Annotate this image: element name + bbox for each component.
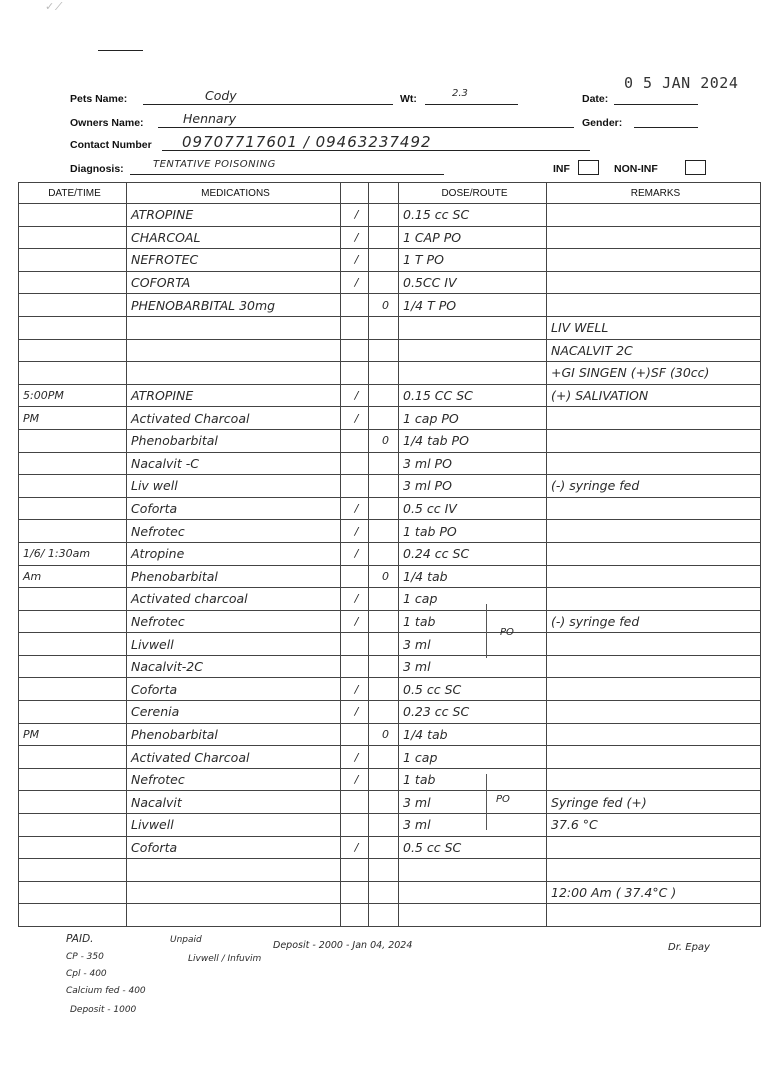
table-row [19, 316, 761, 339]
check-cell-2 [369, 226, 399, 249]
check-cell-2 [369, 678, 399, 701]
medication-cell: CHARCOAL [127, 226, 341, 249]
check-cell-1: / [341, 271, 369, 294]
remark-cell [547, 497, 761, 520]
medication-cell: Livwell [127, 633, 341, 656]
check-cell-1 [341, 475, 369, 498]
col-check-1 [341, 183, 369, 204]
dose-cell [399, 362, 547, 385]
remark-cell: 12:00 Am ( 37.4°C ) [547, 881, 761, 904]
dose-cell: 1/4 tab PO [399, 429, 547, 452]
dose-cell: 1 tab [399, 768, 547, 791]
table-row [19, 271, 761, 294]
date-cell [19, 904, 127, 927]
medication-cell [127, 904, 341, 927]
remark-cell [547, 271, 761, 294]
check-cell-2 [369, 746, 399, 769]
date-cell [19, 881, 127, 904]
date-cell [19, 814, 127, 837]
dose-cell: 3 ml [399, 655, 547, 678]
date-cell: PM [19, 407, 127, 430]
date-cell [19, 226, 127, 249]
check-cell-1: / [341, 542, 369, 565]
date-cell [19, 362, 127, 385]
table-row [19, 814, 761, 837]
footer-deposit-note: Deposit - 2000 - Jan 04, 2024 [273, 940, 413, 951]
dose-cell: 0.15 cc SC [399, 204, 547, 227]
check-cell-1: / [341, 226, 369, 249]
owners-name-value: Hennary [183, 111, 237, 126]
date-cell: 1/6/ 1:30am [19, 542, 127, 565]
check-cell-1: / [341, 204, 369, 227]
check-cell-1 [341, 339, 369, 362]
medication-cell: Coforta [127, 836, 341, 859]
dose-cell: 0.24 cc SC [399, 542, 547, 565]
check-cell-2 [369, 362, 399, 385]
medication-cell: ATROPINE [127, 204, 341, 227]
col-remarks: REMARKS [547, 183, 761, 204]
check-cell-1: / [341, 768, 369, 791]
dose-cell: 3 ml [399, 633, 547, 656]
remark-cell: (-) syringe fed [547, 475, 761, 498]
dose-cell [399, 881, 547, 904]
remark-cell: Syringe fed (+) [547, 791, 761, 814]
check-cell-1: / [341, 520, 369, 543]
medication-cell: Activated Charcoal [127, 407, 341, 430]
footer-line-3: Calcium fed - 400 [66, 986, 146, 996]
date-cell [19, 294, 127, 317]
remark-cell: (+) SALIVATION [547, 384, 761, 407]
table-row [19, 565, 761, 588]
remark-cell [547, 294, 761, 317]
table-row [19, 633, 761, 656]
table-row [19, 407, 761, 430]
dose-cell: 3 ml PO [399, 452, 547, 475]
medication-cell [127, 881, 341, 904]
date-cell [19, 655, 127, 678]
dose-cell: 1 tab [399, 610, 547, 633]
header-dash [98, 50, 143, 51]
table-row [19, 588, 761, 611]
noninf-label: NON-INF [614, 163, 658, 175]
date-label: Date: [582, 93, 609, 105]
dose-cell [399, 339, 547, 362]
dose-cell: 0.23 cc SC [399, 701, 547, 724]
remark-cell [547, 249, 761, 272]
check-cell-1: / [341, 249, 369, 272]
check-cell-2: 0 [369, 429, 399, 452]
table-row [19, 859, 761, 882]
date-cell [19, 633, 127, 656]
col-date-time: DATE/TIME [19, 183, 127, 204]
remark-cell [547, 452, 761, 475]
check-cell-1 [341, 565, 369, 588]
date-cell [19, 836, 127, 859]
footer-paid: PAID. [66, 933, 94, 945]
remark-cell [547, 588, 761, 611]
check-cell-2 [369, 814, 399, 837]
check-cell-2: 0 [369, 294, 399, 317]
remark-cell [547, 859, 761, 882]
date-cell [19, 768, 127, 791]
table-row [19, 429, 761, 452]
medication-cell: Nacalvit [127, 791, 341, 814]
medication-cell: Nefrotec [127, 610, 341, 633]
medication-cell: Activated charcoal [127, 588, 341, 611]
dose-cell: 1 tab PO [399, 520, 547, 543]
medication-cell: Phenobarbital [127, 723, 341, 746]
pets-name-value: Cody [205, 88, 237, 103]
medication-cell: Nefrotec [127, 768, 341, 791]
medication-cell: Activated Charcoal [127, 746, 341, 769]
table-row [19, 791, 761, 814]
table-body [19, 204, 761, 927]
date-cell [19, 610, 127, 633]
check-cell-2: 0 [369, 565, 399, 588]
check-cell-2: 0 [369, 723, 399, 746]
owners-name-label: Owners Name: [70, 117, 144, 129]
check-cell-1: / [341, 701, 369, 724]
owners-name-line [158, 127, 574, 128]
date-cell [19, 497, 127, 520]
check-cell-2 [369, 249, 399, 272]
date-cell [19, 452, 127, 475]
medication-cell: PHENOBARBITAL 30mg [127, 294, 341, 317]
wt-value: 2.3 [452, 88, 468, 99]
gender-label: Gender: [582, 117, 623, 129]
wt-label: Wt: [400, 93, 417, 105]
table-row [19, 768, 761, 791]
date-cell: PM [19, 723, 127, 746]
medication-cell: Nacalvit -C [127, 452, 341, 475]
medication-cell [127, 859, 341, 882]
remark-cell [547, 768, 761, 791]
corner-mark: ✓ ⁄ [45, 0, 60, 13]
check-cell-2 [369, 542, 399, 565]
remark-cell [547, 204, 761, 227]
date-cell [19, 339, 127, 362]
remark-cell: (-) syringe fed [547, 610, 761, 633]
medication-cell [127, 316, 341, 339]
check-cell-1: / [341, 836, 369, 859]
medication-cell: ATROPINE [127, 384, 341, 407]
check-cell-1 [341, 429, 369, 452]
check-cell-1 [341, 452, 369, 475]
dose-cell: 1/4 tab [399, 723, 547, 746]
table-row [19, 746, 761, 769]
route-bracket-pm [486, 774, 487, 830]
check-cell-2 [369, 497, 399, 520]
wt-line [425, 104, 518, 105]
check-cell-1: / [341, 746, 369, 769]
date-stamp: 0 5 JAN 2024 [624, 74, 739, 92]
date-cell [19, 678, 127, 701]
remark-cell [547, 407, 761, 430]
table-row [19, 542, 761, 565]
check-cell-2 [369, 588, 399, 611]
remark-cell: NACALVIT 2C [547, 339, 761, 362]
check-cell-1 [341, 791, 369, 814]
check-cell-1 [341, 294, 369, 317]
remark-cell [547, 520, 761, 543]
diagnosis-label: Diagnosis: [70, 163, 124, 175]
check-cell-2 [369, 791, 399, 814]
check-cell-2 [369, 475, 399, 498]
check-cell-2 [369, 768, 399, 791]
dose-cell: 3 ml [399, 814, 547, 837]
medication-cell: Liv well [127, 475, 341, 498]
date-cell [19, 429, 127, 452]
footer-unpaid-items: Livwell / Infuvim [188, 954, 262, 964]
dose-cell: 0.15 CC SC [399, 384, 547, 407]
date-cell [19, 701, 127, 724]
remark-cell [547, 542, 761, 565]
dose-cell: 0.5 cc IV [399, 497, 547, 520]
medication-cell: COFORTA [127, 271, 341, 294]
check-cell-2 [369, 655, 399, 678]
col-check-2 [369, 183, 399, 204]
medication-cell: Cerenia [127, 701, 341, 724]
check-cell-1: / [341, 407, 369, 430]
check-cell-1 [341, 316, 369, 339]
check-cell-1: / [341, 497, 369, 520]
route-bracket-am [486, 604, 487, 658]
check-cell-2 [369, 204, 399, 227]
table-row [19, 204, 761, 227]
table-row [19, 723, 761, 746]
medication-cell: Coforta [127, 497, 341, 520]
remark-cell [547, 836, 761, 859]
check-cell-2 [369, 610, 399, 633]
gender-line [634, 127, 698, 128]
table-row [19, 452, 761, 475]
table-header-row [19, 183, 761, 204]
treatment-table [18, 182, 761, 927]
pets-name-line [143, 104, 393, 105]
date-cell [19, 475, 127, 498]
dose-cell: 1 cap [399, 588, 547, 611]
date-cell [19, 588, 127, 611]
table-row [19, 294, 761, 317]
remark-cell [547, 904, 761, 927]
dose-cell [399, 904, 547, 927]
medication-cell: Livwell [127, 814, 341, 837]
date-cell: 5:00PM [19, 384, 127, 407]
remark-cell [547, 429, 761, 452]
dose-cell: 3 ml PO [399, 475, 547, 498]
dose-cell: 3 ml [399, 791, 547, 814]
diagnosis-line [130, 174, 444, 175]
dose-cell: 1 CAP PO [399, 226, 547, 249]
dose-cell: 1/4 tab [399, 565, 547, 588]
date-cell [19, 859, 127, 882]
table-row [19, 249, 761, 272]
check-cell-1 [341, 814, 369, 837]
diagnosis-value: TENTATIVE POISONING [153, 159, 276, 170]
table-row [19, 701, 761, 724]
medication-cell: Atropine [127, 542, 341, 565]
date-cell [19, 249, 127, 272]
check-cell-2 [369, 701, 399, 724]
table-row [19, 904, 761, 927]
table-row [19, 362, 761, 385]
check-cell-2 [369, 407, 399, 430]
medication-cell [127, 339, 341, 362]
table-row [19, 339, 761, 362]
date-cell [19, 204, 127, 227]
table-row [19, 497, 761, 520]
check-cell-2 [369, 339, 399, 362]
date-cell [19, 746, 127, 769]
contact-value: 09707717601 / 09463237492 [182, 133, 432, 151]
inf-label: INF [553, 163, 570, 175]
check-cell-1 [341, 362, 369, 385]
dose-cell: 1 cap PO [399, 407, 547, 430]
contact-label: Contact Number [70, 139, 152, 151]
remark-cell [547, 746, 761, 769]
remark-cell [547, 633, 761, 656]
medication-cell: Nacalvit-2C [127, 655, 341, 678]
dose-cell: 1 T PO [399, 249, 547, 272]
check-cell-1 [341, 655, 369, 678]
medication-cell: Phenobarbital [127, 429, 341, 452]
check-cell-1: / [341, 678, 369, 701]
medication-cell: Coforta [127, 678, 341, 701]
date-cell [19, 791, 127, 814]
date-cell: Am [19, 565, 127, 588]
dose-cell: 0.5 cc SC [399, 678, 547, 701]
inf-checkbox [578, 160, 599, 175]
check-cell-1 [341, 904, 369, 927]
medication-cell: NEFROTEC [127, 249, 341, 272]
medication-cell: Phenobarbital [127, 565, 341, 588]
dose-cell [399, 859, 547, 882]
route-note-pm: PO [496, 794, 510, 805]
check-cell-2 [369, 633, 399, 656]
col-medications: MEDICATIONS [127, 183, 341, 204]
medication-cell [127, 362, 341, 385]
remark-cell: 37.6 °C [547, 814, 761, 837]
table-row [19, 520, 761, 543]
table-row [19, 475, 761, 498]
table-row [19, 655, 761, 678]
route-note-am: PO [500, 627, 514, 638]
table-row [19, 226, 761, 249]
dose-cell: 1 cap [399, 746, 547, 769]
remark-cell: +GI SINGEN (+)SF (30cc) [547, 362, 761, 385]
date-line [614, 104, 698, 105]
table-row [19, 678, 761, 701]
footer-line-1: CP - 350 [66, 952, 104, 962]
dose-cell: 1/4 T PO [399, 294, 547, 317]
remark-cell [547, 701, 761, 724]
table-row [19, 881, 761, 904]
date-cell [19, 316, 127, 339]
check-cell-1 [341, 723, 369, 746]
check-cell-2 [369, 452, 399, 475]
remark-cell [547, 678, 761, 701]
footer-line-4: Deposit - 1000 [70, 1005, 137, 1015]
remark-cell [547, 565, 761, 588]
remark-cell [547, 226, 761, 249]
footer-line-2: Cpl - 400 [66, 969, 107, 979]
dose-cell: 0.5CC IV [399, 271, 547, 294]
medication-cell: Nefrotec [127, 520, 341, 543]
footer-unpaid: Unpaid [170, 935, 202, 945]
remark-cell [547, 655, 761, 678]
check-cell-1: / [341, 384, 369, 407]
remark-cell: LIV WELL [547, 316, 761, 339]
noninf-checkbox [685, 160, 706, 175]
check-cell-2 [369, 836, 399, 859]
check-cell-1: / [341, 610, 369, 633]
check-cell-2 [369, 520, 399, 543]
check-cell-1 [341, 881, 369, 904]
date-cell [19, 271, 127, 294]
doctor-signature: Dr. Epay [668, 942, 710, 953]
date-cell [19, 520, 127, 543]
table-row [19, 836, 761, 859]
check-cell-2 [369, 271, 399, 294]
remark-cell [547, 723, 761, 746]
check-cell-2 [369, 881, 399, 904]
dose-cell [399, 316, 547, 339]
check-cell-2 [369, 904, 399, 927]
check-cell-1 [341, 859, 369, 882]
pets-name-label: Pets Name: [70, 93, 128, 105]
check-cell-2 [369, 316, 399, 339]
col-dose-route: DOSE/ROUTE [399, 183, 547, 204]
check-cell-2 [369, 384, 399, 407]
check-cell-1: / [341, 588, 369, 611]
check-cell-1 [341, 633, 369, 656]
table-row [19, 384, 761, 407]
table-row [19, 610, 761, 633]
dose-cell: 0.5 cc SC [399, 836, 547, 859]
check-cell-2 [369, 859, 399, 882]
